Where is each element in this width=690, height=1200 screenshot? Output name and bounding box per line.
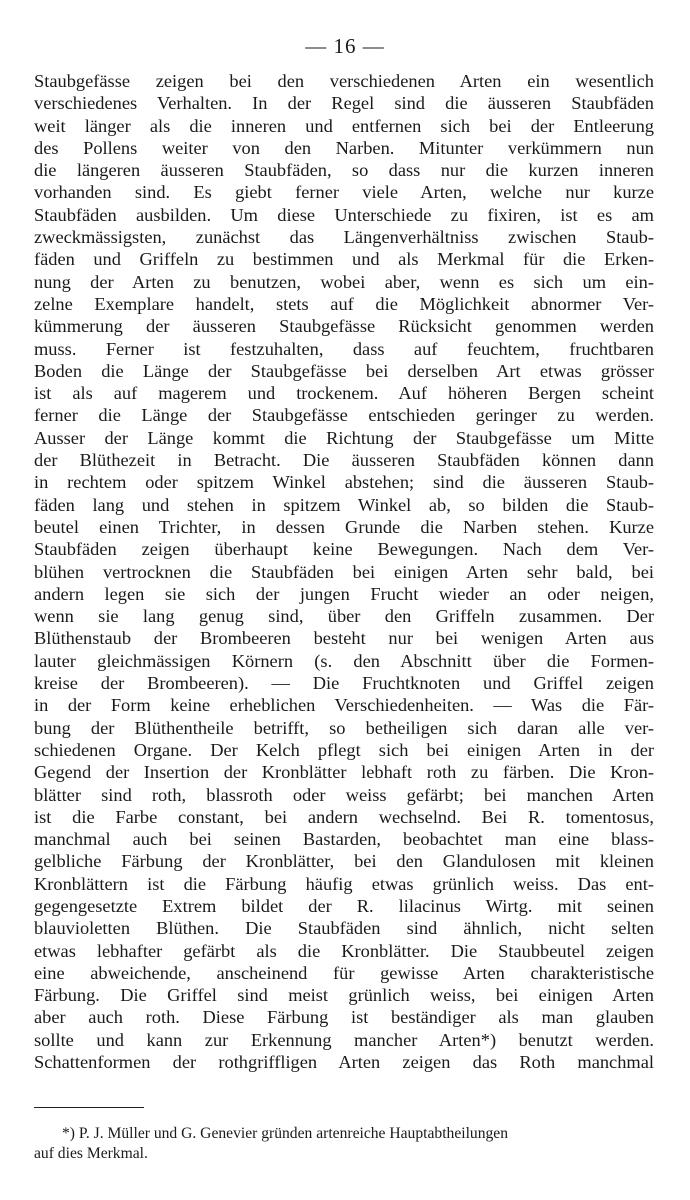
body-line: eine abweichende, anscheinend für gewisse Arten charakteristische [34,962,654,983]
body-line: muss. Ferner ist festzuhalten, dass auf feuchtem, fruchtbaren [34,338,654,359]
body-line: weit länger als die inneren und entfernen sich bei der Entleerung [34,115,654,136]
footnote-divider [34,1107,144,1108]
body-line: ist die Farbe constant, bei andern wechselnd. Bei R. tomentosus, [34,806,654,827]
body-line: Staubfäden ausbilden. Um diese Unterschiede zu fixiren, ist es am [34,204,654,225]
body-line: des Pollens weiter von den Narben. Mitunter verkümmern nun [34,137,654,158]
body-line: der Blüthezeit in Betracht. Die äusseren Staubfäden können dann [34,450,654,471]
body-line: Ausser der Länge kommt die Richtung der Staubgefässe um Mitte [34,427,654,448]
body-line: kreise der Brombeeren). — Die Fruchtknoten und Griffel zeigen [34,673,654,694]
body-line: Färbung. Die Griffel sind meist grünlich weiss, bei einigen Arten [34,985,654,1006]
body-line: aber auch roth. Diese Färbung ist beständiger als man glauben [34,1007,654,1028]
body-line: sollte und kann zur Erkennung mancher Arten*) benutzt werden. [34,1029,654,1050]
body-line: kümmerung der äusseren Staubgefässe Rücksicht genommen werden [34,316,654,337]
body-line: nung der Arten zu benutzen, wobei aber, wenn es sich um ein- [34,271,654,292]
body-line: Blüthenstaub der Brombeeren besteht nur bei wenigen Arten aus [34,628,654,649]
body-line: Boden die Länge der Staubgefässe bei derselben Art etwas grösser [34,360,654,381]
body-line: bung der Blüthentheile betrifft, so betheiligen sich daran alle ver- [34,717,654,738]
page-number: — 16 — [305,34,385,58]
footnote-line: auf dies Merkmal. [34,1145,148,1162]
body-line: schiedenen Organe. Der Kelch pflegt sich bei einigen Arten in der [34,739,654,760]
body-line: andern legen sie sich der jungen Frucht wieder an oder neigen, [34,583,654,604]
body-line: fäden lang und stehen in spitzem Winkel ab, so bilden die Staub- [34,494,654,515]
body-line: Staubfäden zeigen überhaupt keine Bewegungen. Nach dem Ver- [34,539,654,560]
body-line: beutel einen Trichter, in dessen Grunde die Narben stehen. Kurze [34,516,654,537]
body-line: gegengesetzte Extrem bildet der R. lilacinus Wirtg. mit seinen [34,895,654,916]
footnote-line: *) P. J. Müller und G. Genevier gründen artenreiche Hauptabtheilungen [62,1125,509,1142]
body-line: blauvioletten Blüthen. Die Staubfäden sind ähnlich, nicht selten [34,918,654,939]
body-line: gelbliche Färbung der Kronblätter, bei den Glandulosen mit kleinen [34,851,654,872]
body-line: Schattenformen der rothgriffligen Arten zeigen das Roth manchmal [34,1052,654,1073]
body-text [34,70,654,1073]
body-line: in rechtem oder spitzem Winkel abstehen; sind die äusseren Staub- [34,472,654,493]
body-line: lauter gleichmässigen Körnern (s. den Abschnitt über die Formen- [34,650,654,671]
body-line: Gegend der Insertion der Kronblätter lebhaft roth zu färben. Die Kron- [34,762,654,783]
body-line: blätter sind roth, blassroth oder weiss gefärbt; bei manchen Arten [34,784,654,805]
body-line: blühen vertrocknen die Staubfäden bei einigen Arten sehr bald, bei [34,561,654,582]
body-line: die längeren äusseren Staubfäden, so dass nur die kurzen inneren [34,160,654,181]
body-line: ferner die Länge der Staubgefässe entschieden geringer zu werden. [34,405,654,426]
body-line: Staubgefässe zeigen bei den verschiedenen Arten ein wesentlich [34,71,654,91]
body-line: in der Form keine erheblichen Verschiedenheiten. — Was die Fär- [34,695,654,716]
body-line: zweckmässigsten, zunächst das Längenverhältniss zwischen Staub- [34,227,654,248]
body-line: vorhanden sind. Es giebt ferner viele Arten, welche nur kurze [34,182,654,203]
body-line: ist als auf magerem und trockenem. Auf höheren Bergen scheint [34,383,654,404]
body-line: etwas lebhafter gefärbt als die Kronblätter. Die Staubbeutel zeigen [34,940,654,961]
body-line: verschiedenes Verhalten. In der Regel sind die äusseren Staubfäden [34,93,654,114]
body-line: manchmal auch bei seinen Bastarden, beobachtet man eine blass- [34,829,654,850]
body-line: Kronblättern ist die Färbung häufig etwas grünlich weiss. Das ent- [34,873,654,894]
body-line: wenn sie lang genug sind, über den Griffeln zusammen. Der [34,606,654,627]
body-line: fäden und Griffeln zu bestimmen und als Merkmal für die Erken- [34,249,654,270]
body-line: zelne Exemplare handelt, stets auf die Möglichkeit abnormer Ver- [34,293,654,314]
footnote [34,1124,654,1164]
